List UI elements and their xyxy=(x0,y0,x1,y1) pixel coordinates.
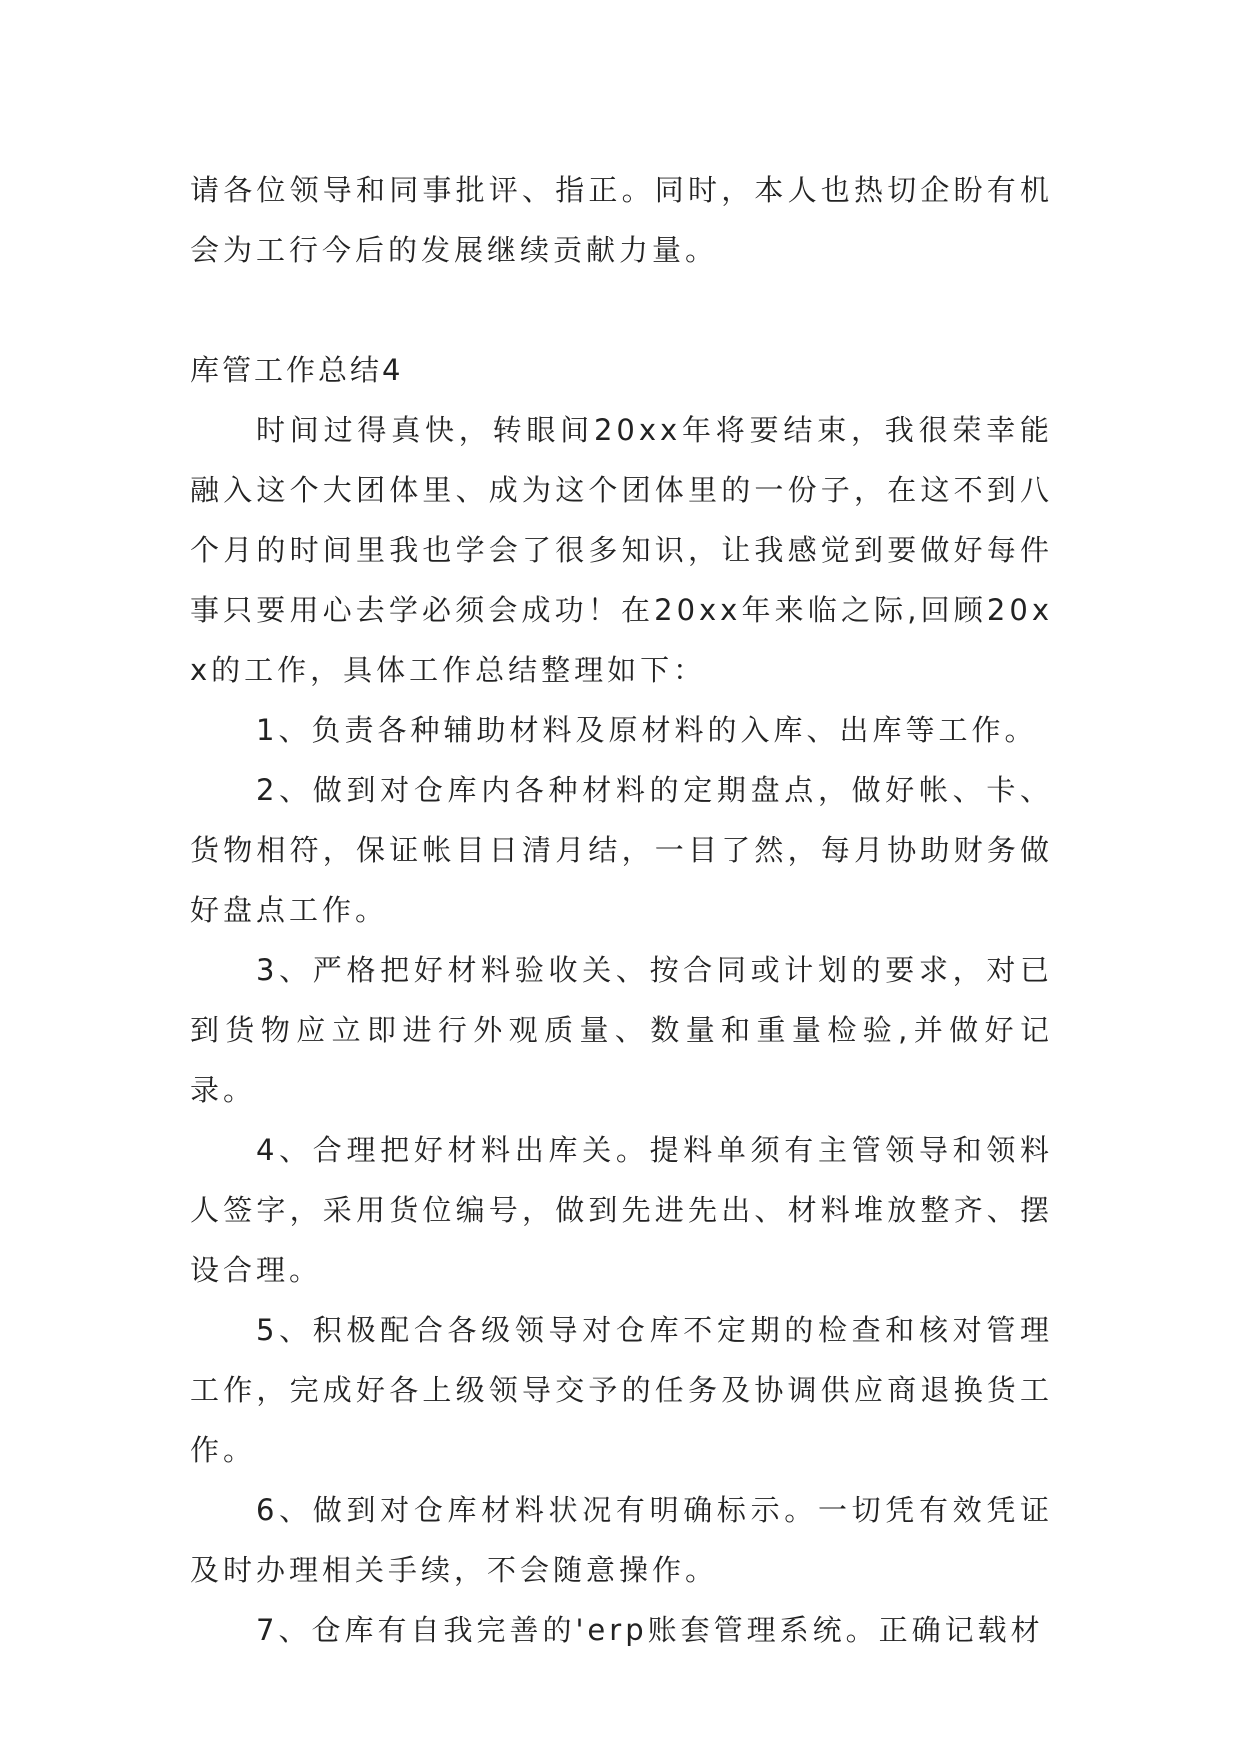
intro-paragraph: 请各位领导和同事批评、指正。同时，本人也热切企盼有机会为工行今后的发展继续贡献力量。 xyxy=(190,173,1053,267)
body-paragraph: 时间过得真快，转眼间20xx年将要结束，我很荣幸能融入这个大团体里、成为这个团体里的一份子，在这不到八个月的时间里我也学会了很多知识，让我感觉到要做好每件事只要用心去学必须会成功！在20xx年来临之际,回顾20xx的工作，具体工作总结整理如下： xyxy=(190,413,1053,687)
section-title: 库管工作总结4 xyxy=(190,353,404,387)
list-item: 7、仓库有自我完善的'erp账套管理系统。正确记载材 xyxy=(256,1613,1044,1647)
list-item: 2、做到对仓库内各种材料的定期盘点，做好帐、卡、货物相符，保证帐目日清月结，一目了然，每月协助财务做好盘点工作。 xyxy=(190,773,1053,927)
list-item: 6、做到对仓库材料状况有明确标示。一切凭有效凭证及时办理相关手续，不会随意操作。 xyxy=(190,1493,1053,1587)
list-item: 4、合理把好材料出库关。提料单须有主管领导和领料人签字，采用货位编号，做到先进先出、材料堆放整齐、摆设合理。 xyxy=(190,1133,1053,1287)
list-item: 3、严格把好材料验收关、按合同或计划的要求，对已到货物应立即进行外观质量、数量和重量检验,并做好记录。 xyxy=(190,953,1053,1107)
document-body xyxy=(190,160,1053,1660)
list-item: 1、负责各种辅助材料及原材料的入库、出库等工作。 xyxy=(256,713,1038,747)
list-item: 5、积极配合各级领导对仓库不定期的检查和核对管理工作，完成好各上级领导交予的任务及协调供应商退换货工作。 xyxy=(190,1313,1053,1467)
